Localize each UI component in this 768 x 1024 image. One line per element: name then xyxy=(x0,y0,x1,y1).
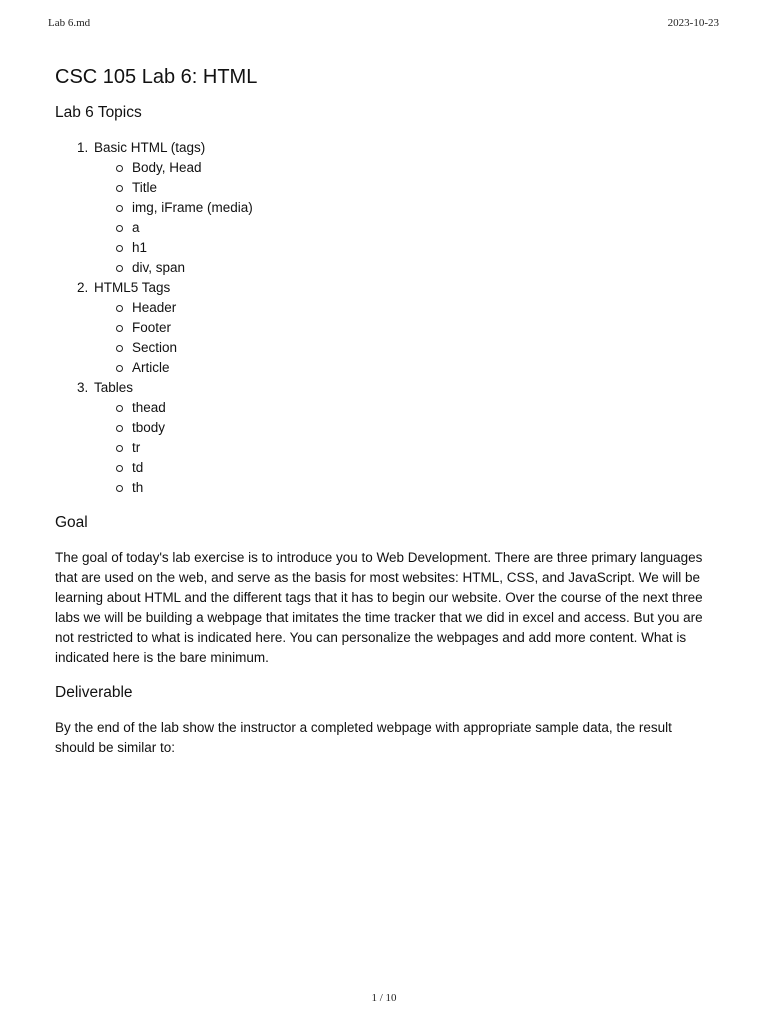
topics-list xyxy=(55,138,715,498)
document-content xyxy=(55,62,715,758)
topic-label: HTML5 Tags xyxy=(94,280,171,295)
subtopic-item: Footer xyxy=(55,318,715,338)
subtopic-item: div, span xyxy=(55,258,715,278)
topics-heading: Lab 6 Topics xyxy=(55,104,142,121)
subtopic-list xyxy=(94,158,715,278)
topic-item xyxy=(55,138,715,278)
print-header xyxy=(48,17,719,29)
topic-label: Tables xyxy=(94,380,134,395)
subtopic-item: th xyxy=(55,478,715,498)
topic-number: 1. xyxy=(77,140,89,155)
subtopic-item: thead xyxy=(55,398,715,418)
subtopic-item: Section xyxy=(55,338,715,358)
subtopic-item: Header xyxy=(55,298,715,318)
page-title: CSC 105 Lab 6: HTML xyxy=(55,66,258,88)
subtopic-item: img, iFrame (media) xyxy=(55,198,715,218)
subtopic-item: Title xyxy=(55,178,715,198)
subtopic-item: a xyxy=(55,218,715,238)
topic-item xyxy=(55,278,715,378)
goal-paragraph: The goal of today's lab exercise is to introduce you to Web Development. There are three primary languages that are used on the web, and serve as the basis for most websites: HTML, CSS, and JavaScript. We will be learning about HTML and the different tags that it has to begin our website. Over the course of the next three labs we will be building a webpage that imitates the time tracker that we did in excel and access. But you are not restricted to what is indicated here. You can personalize the webpages and add more content. What is indicated here is the bare minimum. xyxy=(55,550,703,665)
print-date: 2023-10-23 xyxy=(667,17,719,29)
topic-label: Basic HTML (tags) xyxy=(94,140,206,155)
subtopic-list xyxy=(94,298,715,378)
subtopic-item: Body, Head xyxy=(55,158,715,178)
file-name: Lab 6.md xyxy=(48,17,91,29)
subtopic-item: tbody xyxy=(55,418,715,438)
subtopic-item: h1 xyxy=(55,238,715,258)
subtopic-list xyxy=(94,398,715,498)
deliverable-paragraph: By the end of the lab show the instructor a completed webpage with appropriate sample data, the result should be similar to: xyxy=(55,720,672,755)
subtopic-item: tr xyxy=(55,438,715,458)
subtopic-item: Article xyxy=(55,358,715,378)
topic-number: 2. xyxy=(77,280,89,295)
deliverable-heading: Deliverable xyxy=(55,684,133,701)
subtopic-item: td xyxy=(55,458,715,478)
topic-number: 3. xyxy=(77,380,89,395)
goal-heading: Goal xyxy=(55,514,88,531)
topic-item xyxy=(55,378,715,498)
page-number: 1 / 10 xyxy=(371,992,397,1004)
